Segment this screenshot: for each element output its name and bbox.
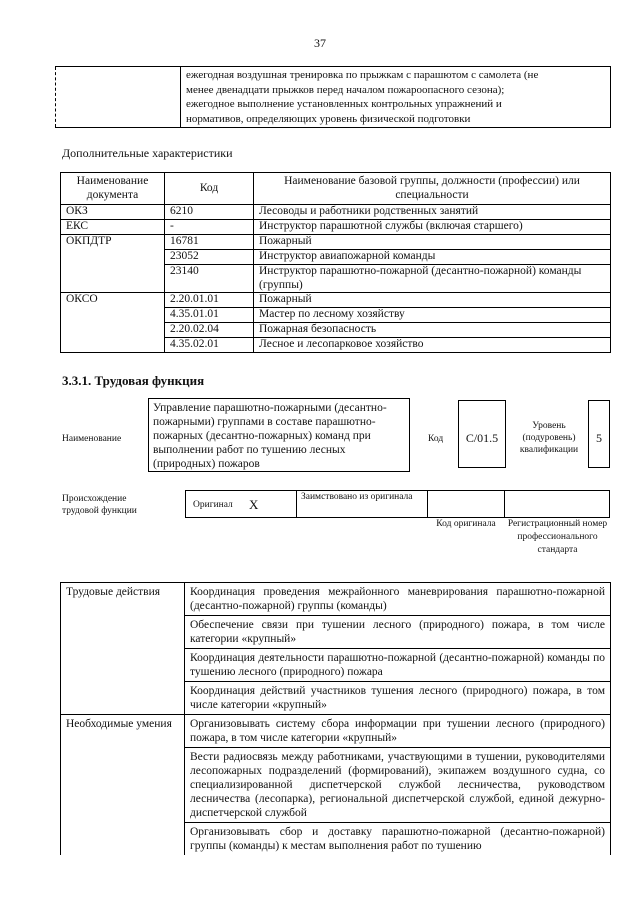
- code-cell: -: [165, 220, 254, 235]
- doc-cell: [61, 323, 165, 338]
- divider: [504, 490, 505, 518]
- function-title: 3.3.1. Трудовая функция: [62, 373, 205, 388]
- table-row: [61, 250, 611, 265]
- doc-cell: [61, 308, 165, 323]
- name-cell: Инструктор парашютно-пожарной (десантно-пожарной) команды (группы): [254, 265, 611, 293]
- text-line: ежегодная воздушная тренировка по прыжкам с парашютом с самолета (не: [186, 69, 539, 81]
- name-cell: Мастер по лесному хозяйству: [254, 308, 611, 323]
- header-name: Наименование базовой группы, должности (профессии) или специальности: [254, 173, 611, 205]
- action-item: Координация действий участников тушения лесного (природного) пожара, в том числе категории «крупный»: [185, 682, 611, 715]
- code-cell: 4.35.02.01: [165, 338, 254, 353]
- name-cell: Лесное и лесопарковое хозяйство: [254, 338, 611, 353]
- doc-cell: ЕКС: [61, 220, 165, 235]
- table-row: [61, 220, 611, 235]
- code-cell: 23052: [165, 250, 254, 265]
- doc-cell: ОКПДТР: [61, 235, 165, 250]
- characteristics-table: [60, 172, 611, 353]
- empty-cell: [61, 823, 185, 856]
- table-row: [56, 67, 611, 128]
- code-cell: 2.20.01.01: [165, 293, 254, 308]
- skill-item: Вести радиосвязь между работниками, участвующими в тушении, руководителями лесопожарных подразделений (формирований), экипажем воздушного судна, со специализированной диспетчерской службой лесничества, руководством лесничества (лесопарка), региональной диспетчерской службой, единой дежурно-диспетчерской службой: [185, 748, 611, 823]
- actions-label: Трудовые действия: [61, 583, 185, 616]
- skills-label: Необходимые умения: [61, 715, 185, 748]
- doc-cell: [61, 338, 165, 353]
- level-label: Уровень (подуровень) квалификации: [519, 421, 579, 455]
- action-item: Координация проведения межрайонного маневрирования парашютно-пожарной (десантно-пожарной) группы (команды): [185, 583, 611, 616]
- code-cell: 23140: [165, 265, 254, 293]
- skill-item: Организовывать сбор и доставку парашютно-пожарной (десантно-пожарной) группы (команды) к местам выполнения работ по тушению: [185, 823, 611, 856]
- table-row: [61, 649, 611, 682]
- table-row: [61, 265, 611, 293]
- action-item: Координация деятельности парашютно-пожарной (десантно-пожарной) команды по тушению лесного (природного) пожара: [185, 649, 611, 682]
- requirements-table: [55, 66, 611, 128]
- requirements-text: [181, 67, 611, 128]
- table-row: [61, 308, 611, 323]
- table-row: [61, 616, 611, 649]
- doc-cell: ОКСО: [61, 293, 165, 308]
- table-row: [61, 338, 611, 353]
- name-cell: Пожарный: [254, 293, 611, 308]
- skill-item: Организовывать систему сбора информации при тушении лесного (природного) пожара, в том числе категории «крупный»: [185, 715, 611, 748]
- origin-label: Происхождение трудовой функции: [62, 494, 137, 516]
- header-code: Код: [165, 173, 254, 205]
- table-header-row: [61, 173, 611, 205]
- text-line: нормативов, определяющих уровень физической подготовки: [186, 112, 471, 125]
- code-cell: 16781: [165, 235, 254, 250]
- table-row: [61, 748, 611, 823]
- empty-cell: [56, 67, 181, 128]
- code-cell: 2.20.02.04: [165, 323, 254, 338]
- name-cell: Инструктор парашютной службы (включая старшего): [254, 220, 611, 235]
- name-cell: Пожарная безопасность: [254, 323, 611, 338]
- text-line: ежегодное выполнение установленных контрольных упражнений и: [186, 98, 502, 110]
- section-heading: Дополнительные характеристики: [62, 146, 233, 160]
- table-row: [61, 823, 611, 856]
- table-row: [61, 235, 611, 250]
- table-row: [61, 715, 611, 748]
- doc-cell: ОКЗ: [61, 205, 165, 220]
- name-cell: Лесоводы и работники родственных занятий: [254, 205, 611, 220]
- function-table: [60, 582, 611, 855]
- table-row: [61, 293, 611, 308]
- text-line: менее двенадцати прыжков перед началом пожароопасного сезона);: [186, 83, 505, 96]
- name-cell: Пожарный: [254, 235, 611, 250]
- reg-number-label: Регистрационный номер профессионального стандарта: [507, 519, 608, 555]
- empty-cell: [61, 748, 185, 823]
- table-row: [61, 323, 611, 338]
- empty-cell: [61, 649, 185, 682]
- empty-cell: [61, 682, 185, 715]
- empty-cell: [61, 616, 185, 649]
- action-item: Обеспечение связи при тушении лесного (природного) пожара, в том числе категории «крупный»: [185, 616, 611, 649]
- table-row: [61, 205, 611, 220]
- name-label: Наименование: [62, 434, 122, 444]
- divider: [427, 490, 428, 518]
- doc-cell: [61, 265, 165, 293]
- code-label: Код: [428, 434, 444, 444]
- origin-row: [185, 490, 610, 518]
- table-row: [61, 583, 611, 616]
- borrowed-label: Заимствовано из оригинала: [301, 492, 413, 502]
- original-label: Оригинал: [193, 500, 233, 510]
- orig-code-label: Код оригинала: [436, 519, 496, 529]
- function-name-box: Управление парашютно-пожарными (десантно-пожарными) группами в составе парашютно-пожарных (десантно-пожарных) команд при выполнении работ по тушению лесных (природных) пожаров: [148, 398, 410, 472]
- original-mark: X: [249, 497, 259, 512]
- page-number: 37: [314, 36, 326, 50]
- code-box: C/01.5: [458, 400, 506, 468]
- code-cell: 4.35.01.01: [165, 308, 254, 323]
- header-doc: Наименование документа: [61, 173, 165, 205]
- divider: [296, 490, 297, 518]
- name-cell: Инструктор авиапожарной команды: [254, 250, 611, 265]
- level-box: 5: [588, 400, 610, 468]
- code-cell: 6210: [165, 205, 254, 220]
- table-row: [61, 682, 611, 715]
- doc-cell: [61, 250, 165, 265]
